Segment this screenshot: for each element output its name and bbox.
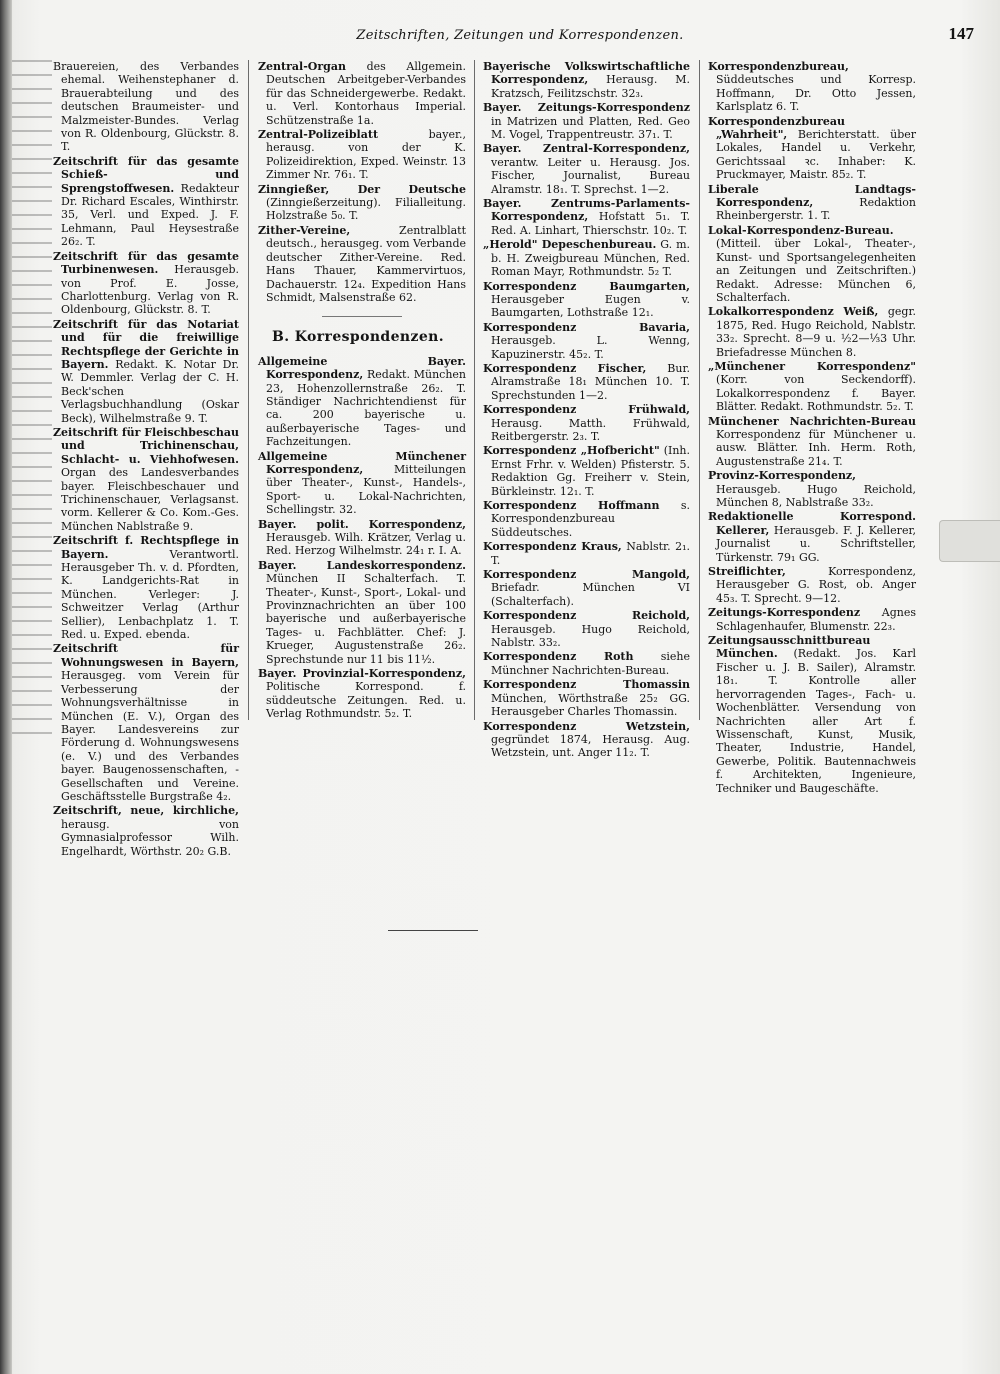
entry-title: Zeitschrift für das gesamte Schieß- und Sprengstoffwesen. (53, 154, 239, 195)
entry-details: Herausgeb. Wilh. Krätzer, Verlag u. Red. Herzog Wilhelmstr. 24₁ r. I. A. (266, 531, 466, 558)
entry-title: Korrespondenzbureau, (708, 60, 849, 73)
entry-details: des Allgemein. Deutschen Arbeitgeber-Verbandes für das Schneidergewerbe. Redakt. u. Verl. Kontorhaus Imperial. Schützenstraße 1a. (266, 60, 467, 127)
show-through-text (490, 740, 690, 1330)
column-1 (53, 60, 240, 858)
entry-title: Korrespondenz Hoffmann (483, 499, 660, 512)
entry-details: Organ des Landesverbandes bayer. Fleischbeschauer und Trichinenschauer, Verlagsanst. vorm. Kellerer & Co. Kom.-Ges. München Nablstraße 9. (61, 466, 239, 533)
directory-entry (258, 355, 466, 449)
entry-details: Politische Korrespond. f. süddeutsche Zeitungen. Red. u. Verlag Rothmundstr. 5₂. T. (266, 680, 466, 721)
previous-page-bleed (12, 60, 52, 740)
section-heading: B. Korrespondenzen. (272, 329, 445, 346)
directory-entry (53, 426, 239, 533)
entry-title: Liberale Landtags-Korrespondenz, (708, 182, 916, 210)
entry-details: Herausgeb. Hugo Reichold, Nablstr. 33₂. (491, 622, 690, 650)
entry-details: Herausgeb. Hugo Reichold, München 8, Nablstraße 33₂. (716, 482, 916, 509)
entry-details: Mitteilungen über Theater-, Kunst-, Handels-, Sport- u. Lokal-Nachrichten, Schellingstr. 32. (266, 462, 466, 517)
entry-title: Zeitungs-Korrespondenz (708, 606, 861, 620)
entry-details: bayer., herausg. von der K. Polizeidirektion, Exped. Weinstr. 13 Zimmer Nr. 76₁. T. (266, 128, 466, 182)
page-edge-tab (939, 520, 1000, 562)
entry-title: Zeitschrift für Fleischbeschau und Trichinenschau, Schlacht- u. Viehhofwesen. (53, 425, 239, 466)
entry-title: Allgemeine Münchener Korrespondenz, (258, 449, 466, 476)
entry-details: gegr. 1875, Red. Hugo Reichold, Nablstr. 33₂. Sprecht. 8—9 u. ½2—⅓3 Uhr. Briefadresse München 8. (716, 305, 916, 359)
entry-title: Korrespondenz Roth (483, 650, 634, 664)
entry-details: Süddeutsches und Korresp. Hoffmann, Dr. Otto Jessen, Karlsplatz 6. T. (716, 73, 916, 114)
entry-details: Herausg. M. Kratzsch, Feilitzschstr. 32₃. (491, 73, 690, 100)
entry-title: Korrespondenz Bavaria, (483, 320, 690, 334)
directory-entry (258, 559, 466, 666)
directory-entry (708, 469, 916, 509)
entry-details: Brauereien, des Verbandes ehemal. Weihenstephaner d. Brauerabteilung und des deutschen Braumeister- und Malzmeister-Bundes. Verlag von R. Oldenbourg, Glückstr. 8. T. (53, 60, 239, 154)
entry-title: Provinz-Korrespondenz, (708, 469, 857, 483)
entry-details: siehe Münchner Nachrichten-Bureau. (491, 650, 690, 677)
entry-details: Nablstr. 2₁. T. (491, 540, 690, 567)
directory-entry (483, 280, 690, 320)
directory-entry (708, 606, 916, 633)
entry-title: Bayer. Zentral-Korrespondenz, (483, 142, 690, 156)
entry-details: (Mitteil. über Lokal-, Theater-, Kunst- und Sportsangelegenheiten an Zeitungen und Zeitschriften.) Redakt. Adresse: München 6, Schalterfach. (716, 237, 916, 304)
entry-title: „Herold" Depeschenbureau. (483, 238, 657, 252)
entry-details: Berichterstatt. über Lokales, Handel u. Verkehr, Gerichtssaal ꝛc. Inhaber: K. Pruckmayer, Maistr. 85₂. T. (716, 128, 917, 182)
entry-details: Verantwortl. Herausgeber Th. v. d. Pfordten, K. Landgerichts-Rat in München. Verleger: J. Schweitzer Verlag (Arthur Sellier), Lenbachplatz 1. T. Red. u. Exped. ebenda. (61, 547, 239, 642)
directory-entry (483, 540, 690, 567)
directory-entry (53, 318, 239, 425)
end-rule (388, 930, 478, 931)
entry-details: Bur. Alramstraße 18₁ München 10. T. Sprechstunden 1—2. (491, 361, 690, 402)
entry-details: Briefadr. München VI (Schalterfach). (491, 581, 690, 608)
entry-title: Korrespondenz Frühwald, (483, 403, 690, 417)
entry-details: Redakteur Dr. Richard Escales, Winthirstr. 35, Verl. und Exped. J. F. Lehmann, Paul Heysestraße 26₂. T. (61, 181, 239, 249)
directory-entry (483, 499, 690, 539)
directory-entry (483, 101, 690, 141)
directory-entry (258, 183, 466, 223)
directory-entry (258, 60, 466, 127)
entry-title: Bayer. Provinzial-Korrespondenz, (258, 667, 466, 681)
directory-entry (708, 305, 916, 359)
entry-details: verantw. Leiter u. Herausg. Jos. Fischer, Journalist, Bureau Alramstr. 18₁. T. Sprechst. 1—2. (491, 155, 690, 196)
directory-entry (483, 238, 690, 278)
directory-entry (708, 360, 916, 414)
entry-title: Zeitschrift für das gesamte Turbinenwesen. (53, 249, 239, 277)
directory-entry (708, 510, 916, 564)
directory-entry (708, 183, 916, 223)
entry-details: herausg. von Gymnasialprofessor Wilh. Engelhardt, Wörthstr. 20₂ G.B. (61, 817, 239, 858)
directory-entry (53, 804, 239, 858)
entry-title: Korrespondenz Mangold, (483, 568, 690, 582)
directory-entry (708, 565, 916, 605)
directory-entry (483, 60, 690, 100)
entry-details: Korrespondenz für Münchener u. ausw. Blätter. Inh. Herm. Roth, Augustenstraße 21₄. T. (716, 427, 916, 468)
entry-title: Korrespondenz Wetzstein, (483, 719, 690, 733)
entry-details: Agnes Schlagenhaufer, Blumenstr. 22₃. (716, 606, 916, 633)
entry-title: Streiflichter, (708, 565, 786, 579)
directory-entry (258, 450, 466, 517)
entry-title: Bayer. Zentrums-Parlaments-Korrespondenz, (483, 197, 690, 224)
directory-entry (53, 534, 239, 641)
directory-entry (53, 155, 239, 249)
entry-title: Korrespondenz Fischer, (483, 361, 647, 375)
entry-details: (Zinngießerzeitung). Filialleitung. Holzstraße 5₀. T. (266, 196, 466, 223)
entry-title: Korrespondenz Baumgarten, (483, 279, 690, 293)
entry-title: Münchener Nachrichten-Bureau (708, 414, 916, 428)
column-4 (708, 60, 917, 795)
entry-title: Zeitschrift für Wohnungswesen in Bayern, (53, 642, 239, 669)
entry-title: Zentral-Polizeiblatt (258, 128, 379, 142)
book-spine-shadow (0, 0, 12, 1374)
directory-entry (483, 568, 690, 608)
entry-title: Korrespondenzbureau „Wahrheit", (708, 114, 846, 142)
column-3 (483, 60, 691, 760)
directory-entry (258, 128, 466, 182)
section-separator (322, 316, 402, 317)
entry-title: Korrespondenz Thomassin (483, 678, 690, 692)
entry-title: Zither-Vereine, (258, 223, 351, 237)
entry-details: Redakt. München 23, Hohenzollernstraße 26₂. T. Ständiger Nachrichtendienst für ca. 200 bayerische u. außerbayerische Tages- und Fachzeitungen. (266, 368, 466, 449)
entry-details: (Korr. von Seckendorff). Lokalkorrespondenz f. Bayer. Blätter. Redakt. Rothmundstr. 5₂. T. (716, 373, 916, 414)
entry-details: Herausgeg. vom Verein für Verbesserung der Wohnungsverhältnisse in München (E. V.), Organ des Bayer. Landesvereins zur Förderung d. Wohnungswesens (e. V.) und des Verbandes bayer. Baugenossenschaften, -Gesellschaften und Vereine. Geschäftsstelle Burgstraße 4₂. (61, 669, 239, 803)
entry-details: Herausgeb. von Prof. E. Josse, Charlottenburg. Verlag von R. Oldenbourg, Glückstr. 8. T. (61, 263, 239, 317)
directory-entry (258, 667, 466, 721)
entry-details: Hofstatt 5₁. T. Red. A. Linhart, Thierschstr. 10₂. T. (491, 210, 691, 237)
entry-details: Herausgeb. F. J. Kellerer, Journalist u. Schriftsteller, Türkenstr. 79₁ GG. (716, 523, 916, 564)
entry-details: Herausgeb. L. Wenng, Kapuzinerstr. 45₂. T. (491, 334, 690, 361)
directory-entry (708, 415, 916, 469)
entry-details: München II Schalterfach. T. Theater-, Kunst-, Sport-, Lokal- und Provinznachrichten an über 100 bayerische und außerbayerische Tages- u. Fachblätter. Chef: J. Krueger, Augustenstraße 26₂. Sprechstunde nur 11 bis 11½. (266, 572, 466, 666)
directory-entry (708, 224, 916, 304)
directory-entry (483, 362, 690, 402)
entry-title: Allgemeine Bayer. Korrespondenz, (258, 354, 466, 382)
entry-title: Lokalkorrespondenz Weiß, (708, 305, 879, 319)
directory-entry (53, 60, 239, 154)
directory-entry (483, 197, 690, 237)
column-2-entries (258, 60, 466, 304)
entry-title: Korrespondenz Kraus, (483, 540, 622, 554)
entry-title: Bayer. Zeitungs-Korrespondenz (483, 101, 690, 115)
entry-details: gegründet 1874, Herausg. Aug. Wetzstein, unt. Anger 11₂. T. (491, 732, 690, 760)
entry-title: Zeitungsausschnittbureau München. (708, 634, 871, 661)
entry-title: Korrespondenz Reichold, (483, 609, 690, 623)
entry-details: Herausgeber Eugen v. Baumgarten, Lothstraße 12₁. (491, 292, 690, 320)
entry-title: Zinngießer, Der Deutsche (258, 182, 466, 196)
entry-details: Herausg. Matth. Frühwald, Reitbergerstr. 2₃. T. (491, 416, 690, 443)
entry-details: Korrespondenz, Herausgeber G. Rost, ob. Anger 45₃. T. Sprecht. 9—12. (716, 565, 916, 605)
column-rule (699, 60, 700, 720)
running-header (60, 22, 980, 52)
directory-entry (483, 609, 690, 649)
entry-title: Zeitschrift, neue, kirchliche, (53, 804, 239, 818)
column-rule (248, 60, 249, 720)
directory-entry (258, 518, 466, 558)
entry-details: München, Wörthstraße 25₂ GG. Herausgeber Charles Thomassin. (491, 691, 690, 719)
header-title: Zeitschriften, Zeitungen und Korrespondenzen. (356, 28, 684, 43)
directory-entry (708, 60, 916, 114)
entry-details: Redakt. K. Notar Dr. W. Demmler. Verlag der C. H. Beck'schen Verlagsbuchhandlung (Oskar Beck), Wilhelmstraße 9. T. (61, 357, 240, 425)
entry-title: Redaktionelle Korrespond. Kellerer, (708, 510, 916, 537)
directory-entry (708, 115, 916, 182)
directory-entry (258, 224, 466, 304)
entry-title: Bayer. Landeskorrespondenz. (258, 558, 466, 572)
entry-details: Redaktion Rheinbergerstr. 1. T. (716, 196, 916, 223)
column-2 (258, 60, 466, 720)
entry-details: (Inh. Ernst Frhr. v. Welden) Pfisterstr. 5. Redaktion Gg. Freiherr v. Stein, Bürkleinstr. 12₁. T. (491, 444, 690, 498)
entry-details: (Redakt. Jos. Karl Fischer u. J. B. Sailer), Alramstr. 18₁. T. Kontrolle aller hervorragenden Tages-, Fach- u. Wochenblätter. Versendung von Nachrichten aller Art f. Wissenschaft, Kunst, Musik, Theater, Industrie, Handel, Gewerbe, Politik. Bautennachweis f. Architekten, Ingenieure, Techniker und Baugeschäfte. (716, 647, 916, 795)
directory-entry (483, 403, 690, 443)
directory-entry (53, 250, 239, 317)
directory-entry (483, 444, 690, 498)
directory-entry (483, 650, 690, 677)
entry-details: G. m. b. H. Zweigbureau München, Red. Roman Mayr, Rothmundstr. 5₂ T. (491, 238, 690, 279)
entry-details: in Matrizen und Platten, Red. Geo M. Vogel, Trappentreustr. 37₁. T. (491, 114, 690, 142)
show-through-text (720, 740, 920, 1330)
directory-entry (483, 142, 690, 196)
directory-entry (53, 642, 239, 803)
directory-entry (483, 678, 690, 718)
entry-title: Zeitschrift f. Rechtspflege in Bayern. (53, 534, 239, 561)
entry-title: Bayer. polit. Korrespondenz, (258, 517, 466, 531)
entry-title: Korrespondenz „Hofbericht" (483, 444, 660, 458)
entry-title: Lokal-Korrespondenz-Bureau. (708, 223, 894, 237)
directory-entry (483, 321, 690, 361)
entry-details: s. Korrespondenzbureau Süddeutsches. (491, 499, 690, 539)
entry-title: Zeitschrift für das Notariat und für die freiwillige Rechtspflege der Gerichte in Bayern. (53, 317, 239, 371)
column-rule (474, 60, 475, 720)
entry-title: Zentral-Organ (258, 60, 346, 73)
column-2b-entries (258, 355, 466, 721)
entry-title: „Münchener Korrespondenz" (708, 359, 916, 373)
show-through-text (260, 740, 460, 1330)
entry-title: Bayerische Volkswirtschaftliche Korrespondenz, (483, 60, 690, 87)
entry-details: Zentralblatt deutsch., herausgeg. vom Verbande deutscher Zither-Vereine. Red. Hans Thauer, Kammervirtuos, Dachauerstr. 12₄. Expedition Hans Schmidt, Malsenstraße 62. (266, 223, 466, 304)
page-number: 147 (948, 24, 974, 43)
